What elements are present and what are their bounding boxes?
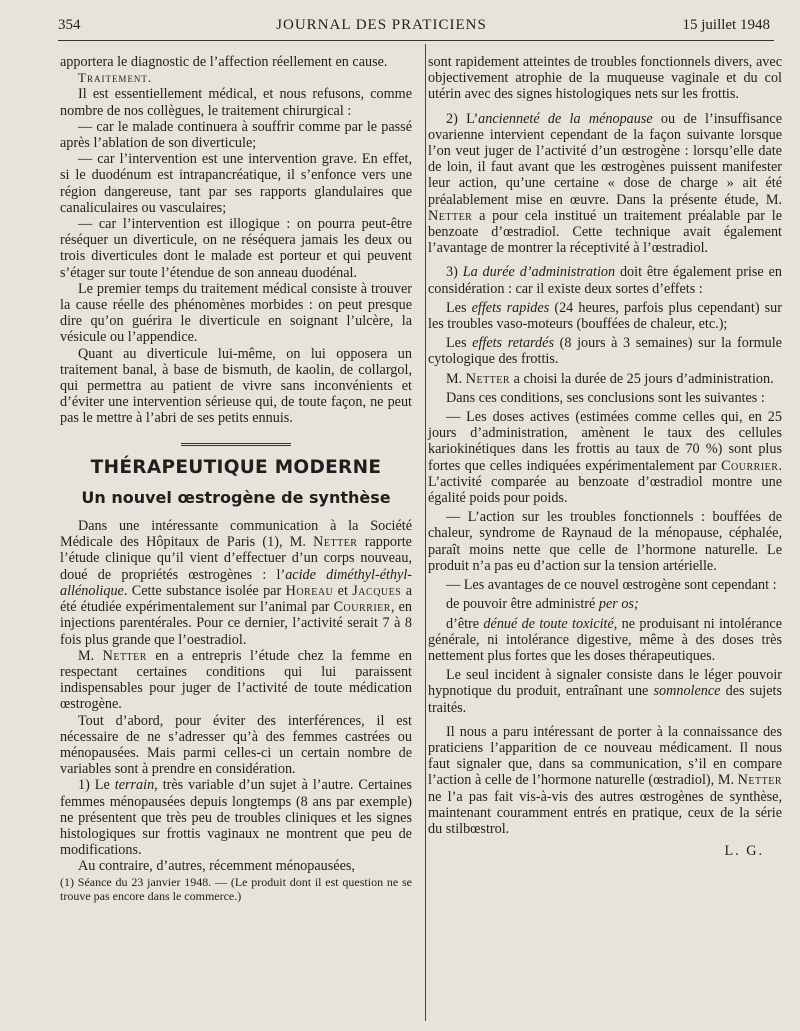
text-run: ne l’a pas fait vis-à-vis des autres œstrogènes de synthèse, maintenant couramment entrés en pratique, ceux de la série du stilbœstrol. [428, 788, 782, 837]
paragraph [60, 777, 412, 858]
text-run: — Les doses actives (estimées comme celles qui, en 25 jours d’administration, amènent le taux des cellules kariokinétiques dans les frottis au taux de 70 %) sont plus fortes que celles indiquées expérimentalement par [428, 409, 782, 474]
text-run: (24 heures, parfois plus cependant) sur les troubles vaso-moteurs (bouffées de chaleur, etc.); [428, 299, 782, 333]
text-run: a choisi la durée de 25 jours d’administration. [510, 370, 774, 387]
issue-date: 15 juillet 1948 [682, 16, 770, 33]
text-run: M. [78, 647, 103, 664]
author-name: Courrier [721, 457, 779, 474]
treatment-heading: Traitement. [78, 70, 153, 86]
author-name: Courrier [333, 599, 391, 616]
journal-title: JOURNAL DES PRATICIENS [276, 16, 487, 33]
text-run: Les [446, 335, 473, 352]
paragraph: Tout d’abord, pour éviter des interférences, il est nécessaire de ne s’adresser qu’à des femmes castrées ou ménopausées. Mais parmi celles-ci un certain nombre de variables sont à prendre en considération. [60, 712, 412, 778]
page-header [58, 12, 770, 38]
paragraph [428, 724, 782, 837]
paragraph [428, 596, 782, 612]
text-run: Les [446, 299, 472, 316]
text-run: , ne produisant ni intolérance générale, ni intolérance digestive, même à des doses très nettement plus fortes que les doses thérapeutiques. [428, 615, 782, 664]
text-run: de pouvoir être administré [446, 596, 599, 613]
emphasis: per os; [598, 596, 639, 613]
substance-name: acide diméthyl-éthyl-allénolique [60, 566, 412, 599]
author-name: Netter [428, 207, 473, 224]
text-run: Dans une intéressante communication à la Société Médicale des Hôpitaux de Paris (1), M. [60, 518, 412, 551]
paragraph: Le premier temps du traitement médical consiste à trouver la cause réelle des phénomènes morbides : on peut presque dire qu’on guérira le diverticule en soignant l’ulcère, la vésicule ou l’appendice. [60, 280, 412, 346]
paragraph [428, 335, 782, 367]
paragraph: sont rapidement atteintes de troubles fonctionnels divers, avec objectivement atrophie de la muqueuse vaginale et du col utérin avec des signes histologiques nets sur les frottis. [428, 54, 782, 103]
text-run: d’être [446, 615, 484, 632]
paragraph: Dans ces conditions, ses conclusions sont les suivantes : [446, 389, 765, 406]
paragraph: — car l’intervention est illogique : on pourra peut-être réséquer un diverticule, on ne réséquera jamais les deux ou trois diverticules dont le malade est porteur et qui peuvent s’étager sur toute l’étendue de son anneau duodénal. [60, 216, 412, 281]
footnote: (1) Séance du 23 janvier 1948. — (Le produit dont il est question ne se trouve pas encore dans le commerce.) [60, 874, 412, 903]
article-title: Un nouvel œstrogène de synthèse [81, 487, 391, 507]
text-run: . L’activité comparée au benzoate d’œstradiol montre une égalité poids pour poids. [428, 457, 782, 507]
text-run: . Cette substance isolée par [123, 582, 286, 599]
text-run: a été étudiée expérimentalement sur l’animal par [60, 582, 412, 616]
paragraph: — L’action sur les troubles fonctionnels : bouffées de chaleur, syndrome de Raynaud de la ménopause, céphalée, paraît moins nette que celle de l’hormone naturelle. Le produit n’a pas eu d’action sur la tension artérielle. [428, 509, 782, 574]
paragraph [428, 300, 782, 332]
author-name: Netter [102, 647, 147, 664]
text-run: 1) Le [78, 777, 115, 794]
paragraph: — car le malade continuera à souffrir comme par le passé après l’ablation de son diverticule; [60, 118, 412, 152]
emphasis: dénué de toute toxicité [483, 615, 614, 632]
paragraph [428, 616, 782, 665]
text-run: , très variable d’un sujet à l’autre. Certaines femmes ménopausées depuis longtemps (8 ans par exemple) ne présentent que très peu de troubles cliniques et les signes histologiques sur frottis vaginaux ne montrent que peu de modifications. [60, 777, 412, 859]
author-signature: L. G. [724, 843, 764, 860]
author-name: Netter [313, 534, 358, 551]
emphasis: terrain [114, 777, 155, 794]
text-run: M. [446, 370, 466, 387]
text-run: en a entrepris l’étude chez la femme en respectant certaines conditions qui lui paraissent indispensables pour juger de l’activité de toute médication œstrogène. [60, 647, 413, 713]
paragraph: — Les avantages de ce nouvel œstrogène sont cependant : [446, 577, 777, 594]
emphasis: ancienneté de la ménopause [478, 110, 653, 127]
text-run: rapporte l’étude clinique qu’il vient d’effectuer d’un corps nouveau, doué de propriétés œstrogènes : l’ [60, 534, 412, 583]
text-run: ou de l’insuffisance ovarienne intervient cependant de la façon suivante lorsque l’on veut juger de l’activité d’un œstrogène : lorsqu’elle date de loin, il faut avant que les œstrogènes puissent manifester leur action, qu’une certaine « dose de charge » ait été préalablement mise en œuvre. Dans la présente étude, M. [428, 110, 782, 208]
emphasis: La durée d’administration [462, 264, 616, 281]
right-column [428, 54, 782, 859]
text-run: 2) L’ [446, 110, 479, 127]
text-run: et [333, 582, 353, 599]
section-separator [181, 443, 291, 448]
paragraph [60, 518, 412, 648]
text-run: , en injections parentérales. Pour ce dernier, l’activité serait 7 à 8 fois plus grande que l’oestradiol. [60, 599, 412, 648]
text-run: 3) [446, 264, 463, 281]
text-run: Il nous a paru intéressant de porter à la connaissance des praticiens l’apparition de ce nouveau médicament. Il nous faut signaler que, dans sa communication, s’il en compare l’action à celle de l’hormone naturelle (œstradiol), M. [428, 723, 782, 789]
author-name: Netter [737, 772, 782, 789]
column-divider [425, 44, 426, 1021]
paragraph [428, 264, 782, 296]
section-title: THÉRAPEUTIQUE MODERNE [90, 456, 382, 478]
header-rule [58, 40, 774, 41]
paragraph [428, 111, 782, 257]
paragraph: Il est essentiellement médical, et nous refusons, comme nombre de nos collègues, le traitement chirurgical : [60, 86, 412, 119]
left-column [60, 54, 412, 903]
author-name: Netter [465, 370, 511, 387]
paragraph: — car l’intervention est une intervention grave. En effet, si le duodénum est intrapancréatique, il s’enfonce vers une région dangereuse, tant par ses rapports glandulaires que canaliculaires ou vasculaires; [60, 151, 412, 216]
page-number: 354 [58, 16, 81, 33]
text-run: (8 jours à 3 semaines) sur la formule cytologique des frottis. [428, 335, 782, 368]
text-run: a pour cela institué un traitement préalable par le benzoate d’œstradiol. Cette technique avait également l’avantage de montrer la réceptivité à l’œstradiol. [428, 207, 782, 257]
paragraph [428, 371, 782, 387]
text-run: Le seul incident à signaler consiste dans le léger pouvoir hypnotique du produit, entraînant une [428, 667, 782, 700]
paragraph: Quant au diverticule lui-même, on lui opposera un traitement banal, à base de bismuth, de kaolin, de collargol, qui permettra au patient de vivre sans inconvénients et d’éviter une intervention sérieuse qui, de toute façon, ne peut pas le mettre à l’abri de ses petits ennuis. [60, 345, 412, 427]
paragraph [60, 648, 412, 713]
paragraph: Au contraire, d’autres, récemment ménopausées, [78, 858, 355, 875]
paragraph [428, 667, 782, 716]
emphasis: somnolence [653, 683, 721, 700]
emphasis: effets retardés [472, 335, 554, 352]
paragraph: apportera le diagnostic de l’affection réellement en cause. [60, 54, 388, 70]
paragraph [428, 409, 782, 506]
text-run: des sujets traités. [428, 683, 783, 716]
text-run: doit être également prise en considération : car il existe deux sortes d’effets : [428, 264, 782, 297]
author-name: Horeau [285, 582, 334, 599]
author-name: Jacques [352, 582, 402, 599]
emphasis: effets rapides [471, 299, 550, 316]
